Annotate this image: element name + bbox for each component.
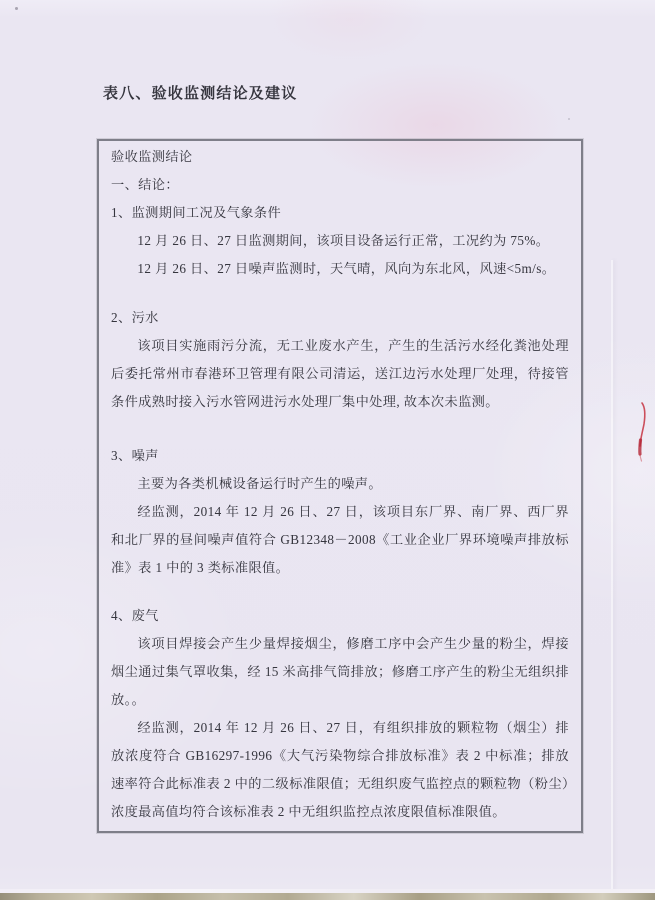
box-heading: 验收监测结论	[111, 149, 193, 164]
paragraph: 经监测，2014 年 12 月 26 日、27 日，有组织排放的颗粒物（烟尘）排放浓度符合 GB16297-1996《大气污染物综合排放标准》表 2 中标准；排放速率符合此标准表 2 中的二级标准限值；无组织废气监控点的颗粒物（粉尘）浓度最高值均符合该标准表 2 中无组织监控点浓度限值标准限值。	[111, 720, 569, 819]
section-wastewater	[111, 304, 569, 416]
section-heading: 2、污水	[111, 310, 159, 325]
conclusion-label: 一、结论：	[111, 177, 179, 192]
scanner-bed-edge	[0, 893, 655, 900]
paragraph: 经监测，2014 年 12 月 26 日、27 日，该项目东厂界、南厂界、西厂界和北厂界的昼间噪声值符合 GB12348－2008《工业企业厂界环境噪声排放标准》表 1 中的 3 类标准限值。	[111, 504, 569, 575]
section-waste-gas	[111, 602, 569, 826]
paper-crease	[611, 260, 613, 900]
scan-speck	[568, 118, 570, 120]
section-heading: 1、监测期间工况及气象条件	[111, 205, 282, 220]
paragraph: 该项目焊接会产生少量焊接烟尘，修磨工序中会产生少量的粉尘，焊接烟尘通过集气罩收集，经 15 米高排气筒排放；修磨工序产生的粉尘无组织排放。。	[111, 636, 569, 707]
section-operating-conditions	[111, 199, 569, 283]
paragraph: 12 月 26 日、27 日噪声监测时，天气晴，风向为东北风，风速<5m/s。	[137, 261, 556, 276]
scan-speck	[15, 7, 18, 10]
page-title: 表八、验收监测结论及建议	[103, 86, 298, 102]
section-heading: 4、废气	[111, 608, 159, 623]
section-noise	[111, 442, 569, 582]
section-heading: 3、噪声	[111, 448, 159, 463]
paragraph: 主要为各类机械设备运行时产生的噪声。	[137, 476, 382, 491]
report-table-box	[97, 139, 583, 833]
paragraph: 该项目实施雨污分流，无工业废水产生，产生的生活污水经化粪池处理后委托常州市春港环卫管理有限公司清运，送江边污水处理厂处理，待接管条件成熟时接入污水管网进污水处理厂集中处理, 故本次未监测。	[111, 338, 569, 409]
paragraph: 12 月 26 日、27 日监测期间，该项目设备运行正常，工况约为 75%。	[137, 233, 550, 248]
red-pen-mark	[630, 398, 654, 468]
